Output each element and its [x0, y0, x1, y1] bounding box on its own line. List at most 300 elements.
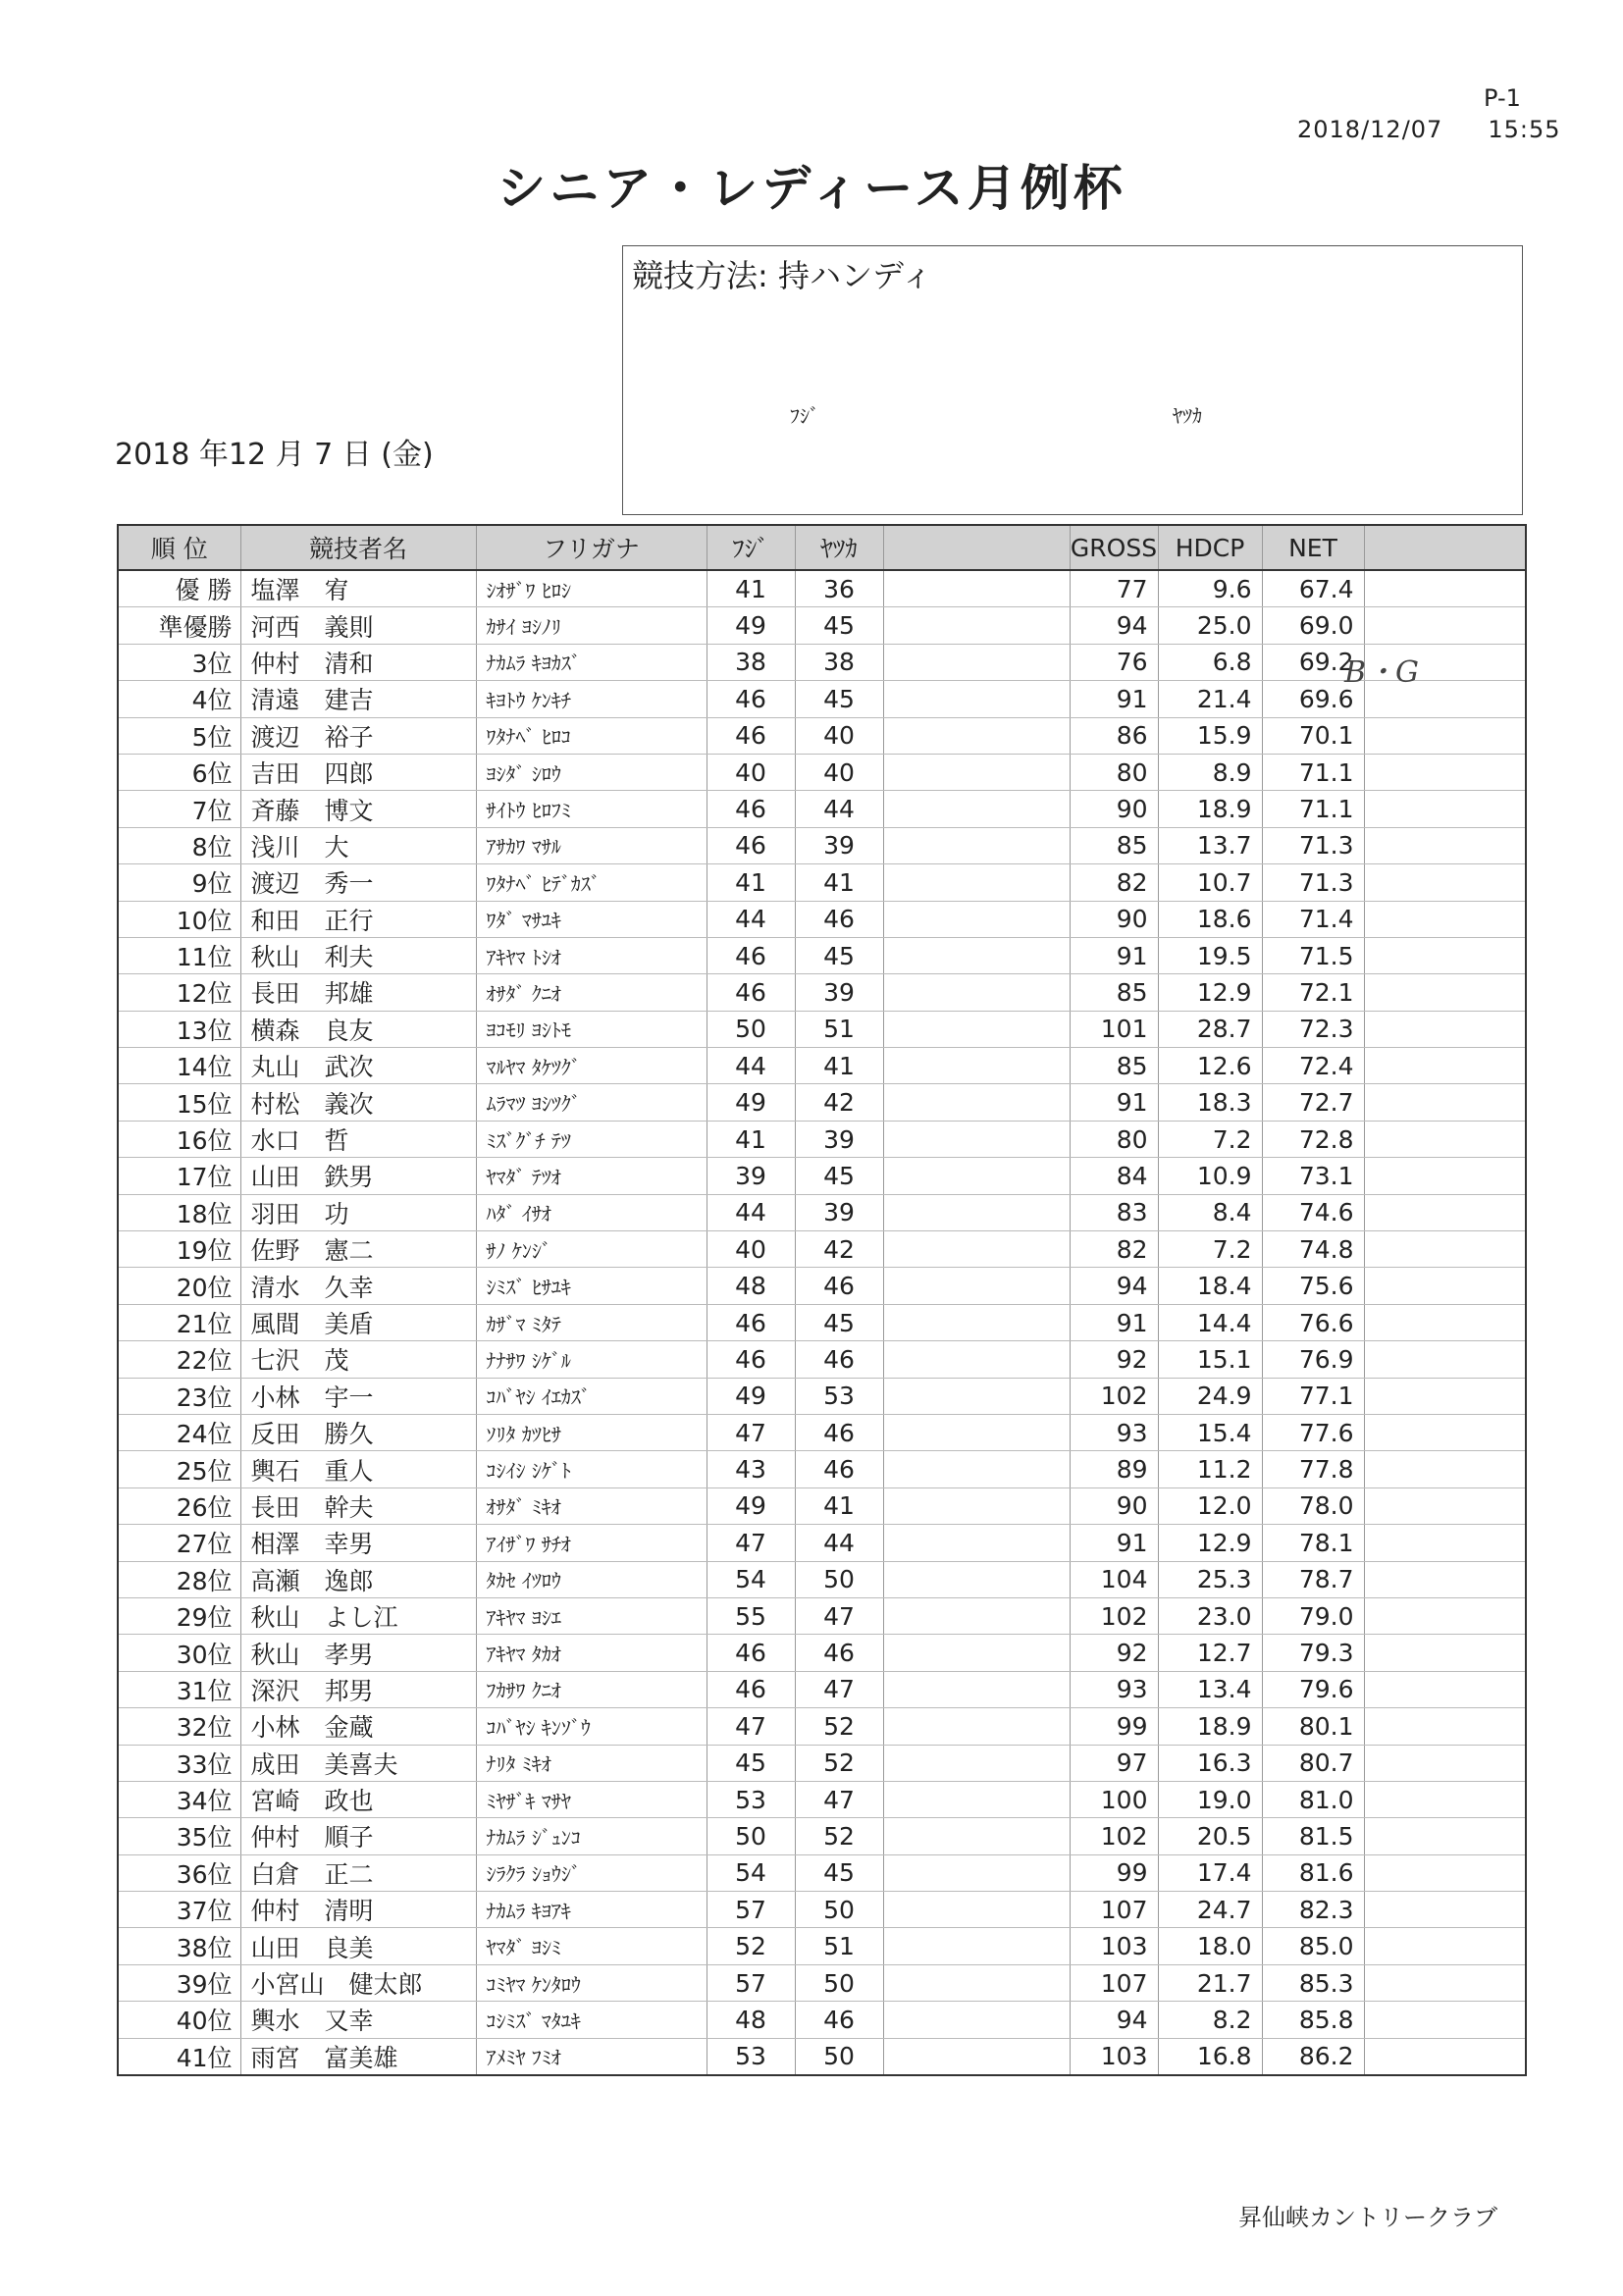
player-name-cell: 仲村 順子: [240, 1818, 476, 1854]
course-a-score-cell: 46: [707, 1341, 795, 1378]
blank-cell: [883, 1561, 1070, 1597]
course-a-score-cell: 46: [707, 681, 795, 717]
column-header: [1364, 525, 1526, 570]
blank-cell: [883, 1121, 1070, 1157]
furigana-cell: ﾐﾔｻﾞｷ ﾏｻﾔ: [476, 1781, 707, 1817]
furigana-cell: ｼﾐｽﾞ ﾋｻﾕｷ: [476, 1268, 707, 1304]
hdcp-cell: 10.7: [1158, 864, 1262, 901]
player-name-cell: 輿水 又幸: [240, 2002, 476, 2038]
course-b-score-cell: 42: [795, 1231, 883, 1268]
table-row: [118, 1635, 1526, 1671]
course-b-score-cell: 44: [795, 791, 883, 827]
rank-cell: 36位: [118, 1854, 240, 1891]
course-b-score-cell: 45: [795, 937, 883, 973]
blank-cell: [1364, 1671, 1526, 1707]
gross-cell: 82: [1070, 864, 1158, 901]
gross-cell: 102: [1070, 1818, 1158, 1854]
player-name-cell: 七沢 茂: [240, 1341, 476, 1378]
blank-cell: [1364, 901, 1526, 937]
furigana-cell: ﾜﾀﾅﾍﾞ ﾋﾛｺ: [476, 717, 707, 754]
rank-cell: 準優勝: [118, 607, 240, 644]
furigana-cell: ﾅｶﾑﾗ ｷﾖｱｷ: [476, 1892, 707, 1928]
blank-cell: [1364, 2038, 1526, 2075]
course-a-score-cell: 44: [707, 901, 795, 937]
rank-cell: 38位: [118, 1928, 240, 1964]
course-a-score-cell: 41: [707, 1121, 795, 1157]
table-body: [118, 570, 1526, 2075]
course-b-score-cell: 52: [795, 1818, 883, 1854]
hdcp-cell: 24.7: [1158, 1892, 1262, 1928]
course-a-score-cell: 38: [707, 644, 795, 680]
player-name-cell: 浅川 大: [240, 827, 476, 863]
rank-cell: 23位: [118, 1378, 240, 1414]
net-cell: 78.1: [1262, 1525, 1364, 1561]
course-b-score-cell: 41: [795, 1487, 883, 1524]
table-row: [118, 1892, 1526, 1928]
furigana-cell: ｷﾖﾄｳ ｹﾝｷﾁ: [476, 681, 707, 717]
column-header: 競技者名: [240, 525, 476, 570]
course-b-label: ﾔﾂｶ: [1173, 404, 1202, 428]
blank-cell: [883, 827, 1070, 863]
course-a-label: ﾌｼﾞ: [790, 404, 819, 428]
table-row: [118, 1597, 1526, 1634]
furigana-cell: ﾅｶﾑﾗ ｼﾞｭﾝｺ: [476, 1818, 707, 1854]
course-b-score-cell: 42: [795, 1084, 883, 1121]
course-b-score-cell: 39: [795, 1194, 883, 1230]
page-title: シニア・レディース月例杯: [497, 160, 1126, 217]
player-name-cell: 和田 正行: [240, 901, 476, 937]
course-a-score-cell: 48: [707, 1268, 795, 1304]
blank-cell: [883, 644, 1070, 680]
gross-cell: 107: [1070, 1964, 1158, 2001]
course-a-score-cell: 54: [707, 1854, 795, 1891]
gross-cell: 104: [1070, 1561, 1158, 1597]
hdcp-cell: 18.4: [1158, 1268, 1262, 1304]
hdcp-cell: 28.7: [1158, 1011, 1262, 1047]
blank-cell: [1364, 1121, 1526, 1157]
blank-cell: [883, 1304, 1070, 1340]
course-a-score-cell: 57: [707, 1964, 795, 2001]
gross-cell: 94: [1070, 607, 1158, 644]
column-header: 順 位: [118, 525, 240, 570]
player-name-cell: 羽田 功: [240, 1194, 476, 1230]
course-a-score-cell: 53: [707, 2038, 795, 2075]
hdcp-cell: 16.8: [1158, 2038, 1262, 2075]
blank-cell: [1364, 1561, 1526, 1597]
blank-cell: [1364, 1378, 1526, 1414]
rank-cell: 5位: [118, 717, 240, 754]
furigana-cell: ﾔﾏﾀﾞ ﾖｼﾐ: [476, 1928, 707, 1964]
hdcp-cell: 19.5: [1158, 937, 1262, 973]
rank-cell: 31位: [118, 1671, 240, 1707]
gross-cell: 83: [1070, 1194, 1158, 1230]
course-b-score-cell: 45: [795, 1304, 883, 1340]
hdcp-cell: 8.4: [1158, 1194, 1262, 1230]
furigana-cell: ﾌｶｻﾜ ｸﾆｵ: [476, 1671, 707, 1707]
gross-cell: 85: [1070, 974, 1158, 1011]
course-a-score-cell: 54: [707, 1561, 795, 1597]
hdcp-cell: 12.0: [1158, 1487, 1262, 1524]
furigana-cell: ｻﾉ ｹﾝｼﾞ: [476, 1231, 707, 1268]
table-row: [118, 1121, 1526, 1157]
handwritten-note: B・G: [1344, 655, 1420, 690]
blank-cell: [883, 974, 1070, 1011]
course-a-score-cell: 46: [707, 1635, 795, 1671]
course-b-score-cell: 40: [795, 754, 883, 790]
blank-cell: [883, 1378, 1070, 1414]
player-name-cell: 宮崎 政也: [240, 1781, 476, 1817]
table-row: [118, 1928, 1526, 1964]
course-a-score-cell: 44: [707, 1048, 795, 1084]
course-b-score-cell: 46: [795, 1635, 883, 1671]
furigana-cell: ｻｲﾄｳ ﾋﾛﾌﾐ: [476, 791, 707, 827]
furigana-cell: ﾖｺﾓﾘ ﾖｼﾄﾓ: [476, 1011, 707, 1047]
net-cell: 76.6: [1262, 1304, 1364, 1340]
hdcp-cell: 16.3: [1158, 1745, 1262, 1781]
furigana-cell: ｶｻｲ ﾖｼﾉﾘ: [476, 607, 707, 644]
furigana-cell: ｵｻﾀﾞ ﾐｷｵ: [476, 1487, 707, 1524]
gross-cell: 101: [1070, 1011, 1158, 1047]
furigana-cell: ｱﾒﾐﾔ ﾌﾐｵ: [476, 2038, 707, 2075]
furigana-cell: ｺｼﾐｽﾞ ﾏﾀﾕｷ: [476, 2002, 707, 2038]
hdcp-cell: 8.9: [1158, 754, 1262, 790]
table-row: [118, 1231, 1526, 1268]
rank-cell: 25位: [118, 1451, 240, 1487]
course-a-score-cell: 46: [707, 1671, 795, 1707]
hdcp-cell: 25.0: [1158, 607, 1262, 644]
blank-cell: [883, 1671, 1070, 1707]
rank-cell: 35位: [118, 1818, 240, 1854]
table-row: [118, 1268, 1526, 1304]
course-b-score-cell: 46: [795, 1268, 883, 1304]
course-b-score-cell: 53: [795, 1378, 883, 1414]
hdcp-cell: 21.7: [1158, 1964, 1262, 2001]
course-b-score-cell: 40: [795, 717, 883, 754]
furigana-cell: ｶｻﾞﾏ ﾐﾀﾃ: [476, 1304, 707, 1340]
hdcp-cell: 12.6: [1158, 1048, 1262, 1084]
course-a-score-cell: 46: [707, 974, 795, 1011]
rank-cell: 3位: [118, 644, 240, 680]
competition-method-label: 競技方法: 持ハンディ: [632, 257, 933, 294]
gross-cell: 91: [1070, 1084, 1158, 1121]
course-b-score-cell: 45: [795, 607, 883, 644]
blank-cell: [883, 901, 1070, 937]
player-name-cell: 丸山 武次: [240, 1048, 476, 1084]
column-header: ﾔﾂｶ: [795, 525, 883, 570]
furigana-cell: ｱｲｻﾞﾜ ｻﾁｵ: [476, 1525, 707, 1561]
course-b-score-cell: 51: [795, 1928, 883, 1964]
course-a-score-cell: 46: [707, 1304, 795, 1340]
hdcp-cell: 18.9: [1158, 1708, 1262, 1745]
furigana-cell: ｱｷﾔﾏ ﾀｶｵ: [476, 1635, 707, 1671]
player-name-cell: 渡辺 裕子: [240, 717, 476, 754]
blank-cell: [883, 1487, 1070, 1524]
gross-cell: 99: [1070, 1854, 1158, 1891]
blank-cell: [1364, 607, 1526, 644]
rank-cell: 41位: [118, 2038, 240, 2075]
blank-cell: [1364, 864, 1526, 901]
blank-cell: [1364, 1525, 1526, 1561]
net-cell: 77.8: [1262, 1451, 1364, 1487]
table-row: [118, 1304, 1526, 1340]
blank-cell: [1364, 1781, 1526, 1817]
hdcp-cell: 14.4: [1158, 1304, 1262, 1340]
player-name-cell: 山田 良美: [240, 1928, 476, 1964]
blank-cell: [883, 717, 1070, 754]
net-cell: 80.1: [1262, 1708, 1364, 1745]
rank-cell: 11位: [118, 937, 240, 973]
player-name-cell: 清水 久幸: [240, 1268, 476, 1304]
gross-cell: 107: [1070, 1892, 1158, 1928]
column-header: GROSS: [1070, 525, 1158, 570]
hdcp-cell: 8.2: [1158, 2002, 1262, 2038]
blank-cell: [883, 754, 1070, 790]
furigana-cell: ｵｻﾀﾞ ｸﾆｵ: [476, 974, 707, 1011]
net-cell: 67.4: [1262, 570, 1364, 607]
blank-cell: [1364, 1011, 1526, 1047]
hdcp-cell: 18.0: [1158, 1928, 1262, 1964]
net-cell: 78.7: [1262, 1561, 1364, 1597]
results-table: [117, 524, 1527, 2076]
course-a-score-cell: 39: [707, 1158, 795, 1194]
blank-cell: [883, 1084, 1070, 1121]
player-name-cell: 水口 哲: [240, 1121, 476, 1157]
gross-cell: 103: [1070, 2038, 1158, 2075]
player-name-cell: 河西 義則: [240, 607, 476, 644]
hdcp-cell: 13.7: [1158, 827, 1262, 863]
player-name-cell: 渡辺 秀一: [240, 864, 476, 901]
course-b-score-cell: 41: [795, 864, 883, 901]
course-a-score-cell: 46: [707, 717, 795, 754]
net-cell: 85.3: [1262, 1964, 1364, 2001]
player-name-cell: 村松 義次: [240, 1084, 476, 1121]
gross-cell: 85: [1070, 827, 1158, 863]
hdcp-cell: 20.5: [1158, 1818, 1262, 1854]
blank-cell: [1364, 937, 1526, 973]
rank-cell: 12位: [118, 974, 240, 1011]
blank-cell: [1364, 1597, 1526, 1634]
furigana-cell: ｺﾊﾞﾔｼ ｲｴｶｽﾞ: [476, 1378, 707, 1414]
net-cell: 79.3: [1262, 1635, 1364, 1671]
gross-cell: 94: [1070, 2002, 1158, 2038]
course-a-score-cell: 43: [707, 1451, 795, 1487]
gross-cell: 99: [1070, 1708, 1158, 1745]
rank-cell: 22位: [118, 1341, 240, 1378]
course-b-score-cell: 39: [795, 827, 883, 863]
player-name-cell: 仲村 清和: [240, 644, 476, 680]
blank-cell: [883, 1964, 1070, 2001]
blank-cell: [1364, 1451, 1526, 1487]
print-datetime: [1297, 116, 1561, 143]
course-b-score-cell: 51: [795, 1011, 883, 1047]
rank-cell: 優 勝: [118, 570, 240, 607]
rank-cell: 39位: [118, 1964, 240, 2001]
blank-cell: [883, 1854, 1070, 1891]
table-row: [118, 1781, 1526, 1817]
blank-cell: [1364, 974, 1526, 1011]
table-row: [118, 1414, 1526, 1450]
course-a-score-cell: 49: [707, 1084, 795, 1121]
player-name-cell: 小林 金蔵: [240, 1708, 476, 1745]
blank-cell: [1364, 1268, 1526, 1304]
rank-cell: 28位: [118, 1561, 240, 1597]
rank-cell: 9位: [118, 864, 240, 901]
table-row: [118, 1708, 1526, 1745]
table-row: [118, 681, 1526, 717]
course-b-score-cell: 47: [795, 1781, 883, 1817]
course-a-score-cell: 50: [707, 1011, 795, 1047]
gross-cell: 90: [1070, 901, 1158, 937]
net-cell: 72.7: [1262, 1084, 1364, 1121]
net-cell: 85.0: [1262, 1928, 1364, 1964]
blank-cell: [883, 791, 1070, 827]
player-name-cell: 佐野 憲二: [240, 1231, 476, 1268]
course-b-score-cell: 45: [795, 1854, 883, 1891]
table-row: [118, 607, 1526, 644]
gross-cell: 94: [1070, 1268, 1158, 1304]
course-a-score-cell: 41: [707, 570, 795, 607]
rank-cell: 15位: [118, 1084, 240, 1121]
course-b-score-cell: 47: [795, 1671, 883, 1707]
furigana-cell: ﾅﾅｻﾜ ｼｹﾞﾙ: [476, 1341, 707, 1378]
furigana-cell: ｿﾘﾀ ｶﾂﾋｻ: [476, 1414, 707, 1450]
gross-cell: 93: [1070, 1414, 1158, 1450]
net-cell: 86.2: [1262, 2038, 1364, 2075]
gross-cell: 97: [1070, 1745, 1158, 1781]
furigana-cell: ｱｷﾔﾏ ﾖｼｴ: [476, 1597, 707, 1634]
course-b-score-cell: 50: [795, 2038, 883, 2075]
rank-cell: 6位: [118, 754, 240, 790]
course-a-score-cell: 55: [707, 1597, 795, 1634]
net-cell: 69.6: [1262, 681, 1364, 717]
player-name-cell: 清遠 建吉: [240, 681, 476, 717]
hdcp-cell: 11.2: [1158, 1451, 1262, 1487]
player-name-cell: 小林 宇一: [240, 1378, 476, 1414]
net-cell: 82.3: [1262, 1892, 1364, 1928]
course-a-score-cell: 50: [707, 1818, 795, 1854]
blank-cell: [883, 1708, 1070, 1745]
player-name-cell: 塩澤 宥: [240, 570, 476, 607]
blank-cell: [1364, 1708, 1526, 1745]
player-name-cell: 風間 美盾: [240, 1304, 476, 1340]
hdcp-cell: 7.2: [1158, 1231, 1262, 1268]
course-b-score-cell: 39: [795, 1121, 883, 1157]
gross-cell: 90: [1070, 791, 1158, 827]
blank-cell: [883, 2038, 1070, 2075]
course-b-score-cell: 52: [795, 1708, 883, 1745]
furigana-cell: ｱｻｶﾜ ﾏｻﾙ: [476, 827, 707, 863]
player-name-cell: 斉藤 博文: [240, 791, 476, 827]
table-row: [118, 937, 1526, 973]
hdcp-cell: 9.6: [1158, 570, 1262, 607]
table-row: [118, 1854, 1526, 1891]
blank-cell: [883, 1635, 1070, 1671]
gross-cell: 77: [1070, 570, 1158, 607]
blank-cell: [1364, 570, 1526, 607]
table-row: [118, 1671, 1526, 1707]
course-b-score-cell: 50: [795, 1561, 883, 1597]
rank-cell: 37位: [118, 1892, 240, 1928]
table-row: [118, 1048, 1526, 1084]
blank-cell: [1364, 1964, 1526, 2001]
gross-cell: 102: [1070, 1597, 1158, 1634]
table-row: [118, 1818, 1526, 1854]
blank-cell: [883, 1194, 1070, 1230]
hdcp-cell: 12.9: [1158, 974, 1262, 1011]
table-row: [118, 2038, 1526, 2075]
course-b-score-cell: 41: [795, 1048, 883, 1084]
course-a-score-cell: 57: [707, 1892, 795, 1928]
course-a-score-cell: 49: [707, 1378, 795, 1414]
rank-cell: 29位: [118, 1597, 240, 1634]
furigana-cell: ﾜﾀﾅﾍﾞ ﾋﾃﾞｶｽﾞ: [476, 864, 707, 901]
course-b-score-cell: 46: [795, 2002, 883, 2038]
gross-cell: 84: [1070, 1158, 1158, 1194]
rank-cell: 40位: [118, 2002, 240, 2038]
gross-cell: 91: [1070, 1525, 1158, 1561]
furigana-cell: ﾊﾀﾞ ｲｻｵ: [476, 1194, 707, 1230]
furigana-cell: ﾔﾏﾀﾞ ﾃﾂｵ: [476, 1158, 707, 1194]
player-name-cell: 長田 邦雄: [240, 974, 476, 1011]
net-cell: 74.6: [1262, 1194, 1364, 1230]
blank-cell: [883, 1597, 1070, 1634]
blank-cell: [1364, 1854, 1526, 1891]
net-cell: 69.0: [1262, 607, 1364, 644]
net-cell: 74.8: [1262, 1231, 1364, 1268]
course-a-score-cell: 44: [707, 1194, 795, 1230]
column-header: ﾌｼﾞ: [707, 525, 795, 570]
rank-cell: 16位: [118, 1121, 240, 1157]
blank-cell: [883, 1818, 1070, 1854]
course-b-score-cell: 46: [795, 1341, 883, 1378]
blank-cell: [883, 1011, 1070, 1047]
gross-cell: 86: [1070, 717, 1158, 754]
blank-cell: [1364, 2002, 1526, 2038]
player-name-cell: 長田 幹夫: [240, 1487, 476, 1524]
net-cell: 79.0: [1262, 1597, 1364, 1634]
rank-cell: 19位: [118, 1231, 240, 1268]
player-name-cell: 反田 勝久: [240, 1414, 476, 1450]
course-b-score-cell: 50: [795, 1964, 883, 2001]
player-name-cell: 仲村 清明: [240, 1892, 476, 1928]
table-row: [118, 1561, 1526, 1597]
blank-cell: [883, 1231, 1070, 1268]
net-cell: 76.9: [1262, 1341, 1364, 1378]
player-name-cell: 輿石 重人: [240, 1451, 476, 1487]
course-a-score-cell: 41: [707, 864, 795, 901]
course-b-score-cell: 36: [795, 570, 883, 607]
course-b-score-cell: 52: [795, 1745, 883, 1781]
column-header: HDCP: [1158, 525, 1262, 570]
net-cell: 77.6: [1262, 1414, 1364, 1450]
course-a-score-cell: 47: [707, 1414, 795, 1450]
table-row: [118, 901, 1526, 937]
table-row: [118, 791, 1526, 827]
net-cell: 70.1: [1262, 717, 1364, 754]
furigana-cell: ﾅﾘﾀ ﾐｷｵ: [476, 1745, 707, 1781]
player-name-cell: 秋山 よし江: [240, 1597, 476, 1634]
player-name-cell: 深沢 邦男: [240, 1671, 476, 1707]
table-row: [118, 1487, 1526, 1524]
furigana-cell: ｺｼｲｼ ｼｹﾞﾄ: [476, 1451, 707, 1487]
table-row: [118, 1451, 1526, 1487]
rank-cell: 32位: [118, 1708, 240, 1745]
rank-cell: 17位: [118, 1158, 240, 1194]
furigana-cell: ｺﾐﾔﾏ ｹﾝﾀﾛｳ: [476, 1964, 707, 2001]
course-b-score-cell: 38: [795, 644, 883, 680]
hdcp-cell: 18.9: [1158, 791, 1262, 827]
blank-cell: [883, 864, 1070, 901]
